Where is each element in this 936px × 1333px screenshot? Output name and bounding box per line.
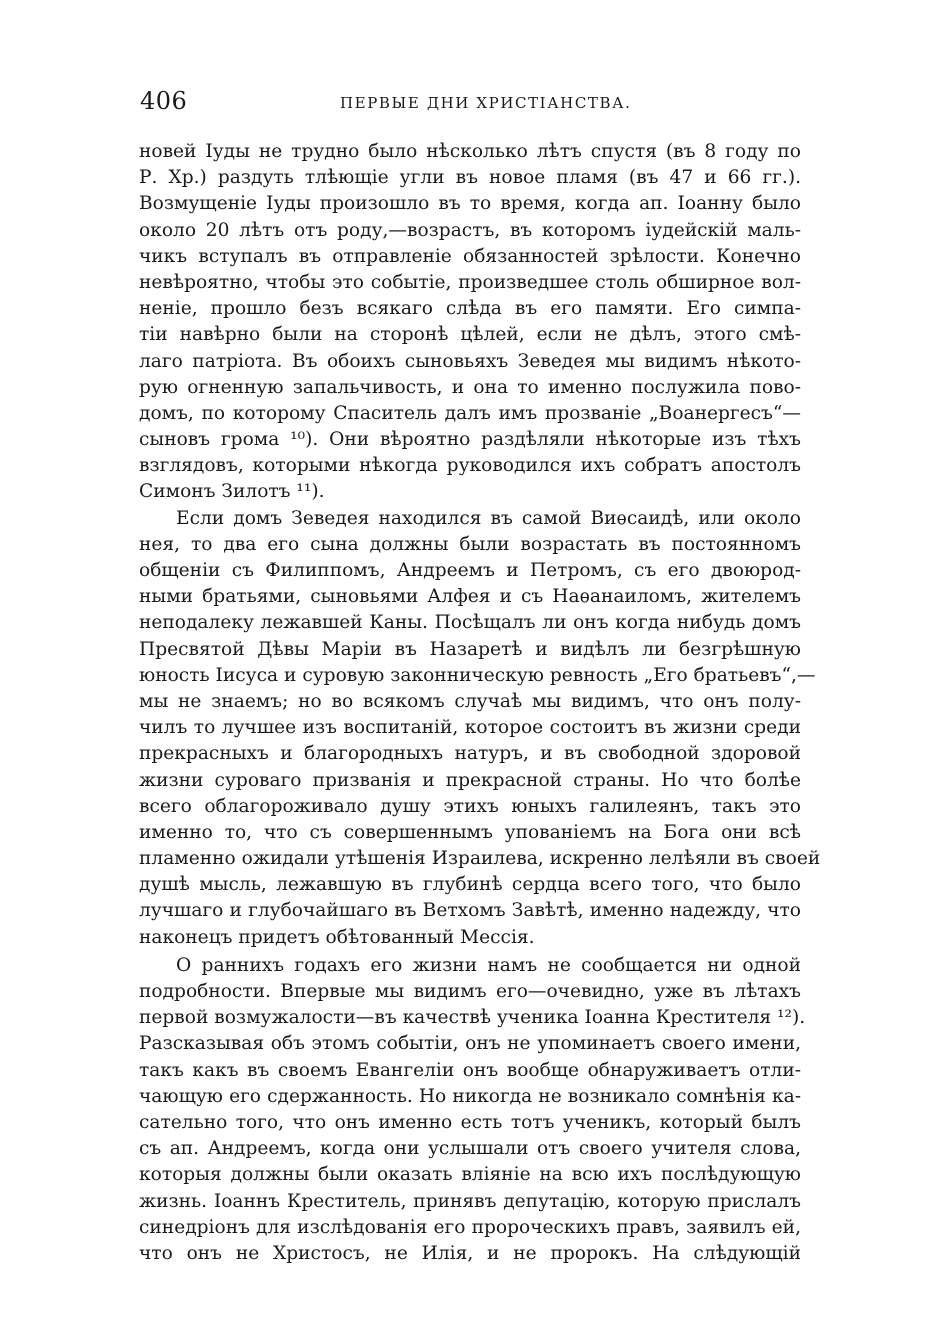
text-line: пламенно ожидали утѣшенія Израилева, искренно лелѣяли въ своей	[139, 848, 821, 870]
text-line: невѣроятно, чтобы это событіе, произведшее столь обширное вол-	[139, 271, 801, 293]
text-line: Разсказывая объ этомъ событіи, онъ не упоминаетъ своего имени,	[139, 1033, 801, 1055]
text-line: сательно того, что онъ именно есть тотъ ученикъ, который былъ	[139, 1111, 801, 1133]
text-line: рую огненную запальчивость, и она то именно послужила пово-	[139, 376, 801, 398]
text-line: Р. Хр.) раздуть тлѣющіе угли въ новое пламя (въ 47 и 66 гг.).	[139, 167, 801, 189]
text-line: Пресвятой Дѣвы Маріи въ Назаретѣ и видѣлъ ли безгрѣшную	[139, 638, 801, 660]
text-line: домъ, по которому Спаситель далъ имъ прозваніе „Воанергесъ“—	[139, 402, 801, 424]
text-line: лаго патріота. Въ обоихъ сыновьяхъ Зеведея мы видимъ нѣкото-	[139, 350, 801, 372]
text-line: около 20 лѣтъ отъ роду,—возрастъ, въ которомъ іудейскій маль-	[139, 219, 801, 241]
text-line: Симонъ Зилотъ ¹¹).	[139, 481, 325, 503]
body-text	[139, 139, 821, 1267]
running-head	[140, 86, 800, 120]
text-line: съ ап. Андреемъ, когда они услышали отъ своего учителя слова,	[139, 1138, 801, 1160]
text-line: прекрасныхъ и благородныхъ натуръ, и въ свободной здоровой	[139, 743, 801, 765]
text-line: первой возмужалости—въ качествѣ ученика Іоанна Крестителя ¹²).	[139, 1007, 806, 1029]
text-line: неніе, прошло безъ всякаго слѣда въ его памяти. Его симпа-	[139, 298, 801, 320]
text-line: общеніи съ Филиппомъ, Андреемъ и Петромъ, съ его двоюрод-	[139, 560, 801, 581]
text-line: такъ какъ въ своемъ Евангеліи онъ вообще обнаруживаетъ отли-	[139, 1059, 801, 1081]
text-line: Если домъ Зеведея находился въ самой Виѳсаидѣ, или около	[176, 507, 801, 529]
text-line: юность Іисуса и суровую законническую ревность „Его братьевъ“,—	[139, 664, 816, 686]
paragraph	[139, 953, 806, 1267]
text-line: неподалеку лежавшей Каны. Посѣщалъ ли онъ когда нибудь домъ	[139, 612, 801, 634]
text-line: чилъ то лучшее изъ воспитаній, которое состоитъ въ жизни среди	[139, 717, 801, 739]
text-line: подробности. Впервые мы видимъ его—очевидно, уже въ лѣтахъ	[139, 981, 801, 1002]
text-line: ными братьями, сыновьями Алфея и съ Наѳанаиломъ, жителемъ	[139, 586, 801, 608]
text-line: нея, то два его сына должны были возрастать въ постоянномъ	[139, 533, 801, 555]
text-line: новей Іуды не трудно было нѣсколько лѣтъ спустя (въ 8 году по	[139, 141, 801, 162]
text-line: наконецъ придетъ обѣтованный Мессія.	[139, 926, 535, 948]
text-line: сыновъ грома ¹⁰). Они вѣроятно раздѣляли нѣкоторые изъ тѣхъ	[139, 429, 801, 451]
text-line: взглядовъ, которыми нѣкогда руководился ихъ собратъ апостолъ	[139, 455, 801, 477]
text-line: О раннихъ годахъ его жизни намъ не сообщается ни одной	[176, 954, 801, 976]
text-line: чикъ вступалъ въ отправленіе обязанностей зрѣлости. Конечно	[139, 245, 801, 267]
text-line: мы не знаемъ; но во всякомъ случаѣ мы видимъ, что онъ полу-	[139, 690, 801, 712]
running-title: ПЕРВЫЕ ДНИ ХРИСТІАНСТВА.	[340, 94, 632, 112]
text-line: тіи навѣрно были на сторонѣ цѣлей, если не дѣлъ, этого смѣ-	[139, 324, 801, 346]
text-line: всего облагороживало душу этихъ юныхъ галилеянъ, такъ это	[139, 795, 801, 817]
text-line: жизнь. Іоаннъ Креститель, принявъ депутацію, которую прислалъ	[139, 1190, 801, 1212]
text-line: лучшаго и глубочайшаго въ Ветхомъ Завѣтѣ, именно надежду, что	[139, 900, 801, 922]
text-line: что онъ не Христосъ, не Илія, и не пророкъ. На слѣдующій	[139, 1242, 801, 1264]
text-line: Возмущеніе Іуды произошло въ то время, когда ап. Іоанну было	[139, 193, 801, 215]
text-line: жизни суроваго призванія и прекрасной страны. Но что болѣе	[139, 769, 801, 791]
paragraph	[139, 506, 821, 951]
text-line: душѣ мысль, лежавшую въ глубинѣ сердца всего того, что было	[139, 874, 801, 896]
text-line: именно то, что съ совершеннымъ упованіемъ на Бога они всѣ	[139, 821, 801, 843]
page-number: 406	[140, 87, 188, 115]
text-line: которыя должны были оказать вліяніе на всю ихъ послѣдующую	[139, 1164, 801, 1186]
text-line: синедріонъ для изслѣдованія его пророческихъ правъ, заявилъ ей,	[139, 1216, 801, 1238]
text-line: чающую его сдержанность. Но никогда не возникало сомнѣнія ка-	[139, 1085, 801, 1107]
paragraph	[139, 139, 801, 506]
